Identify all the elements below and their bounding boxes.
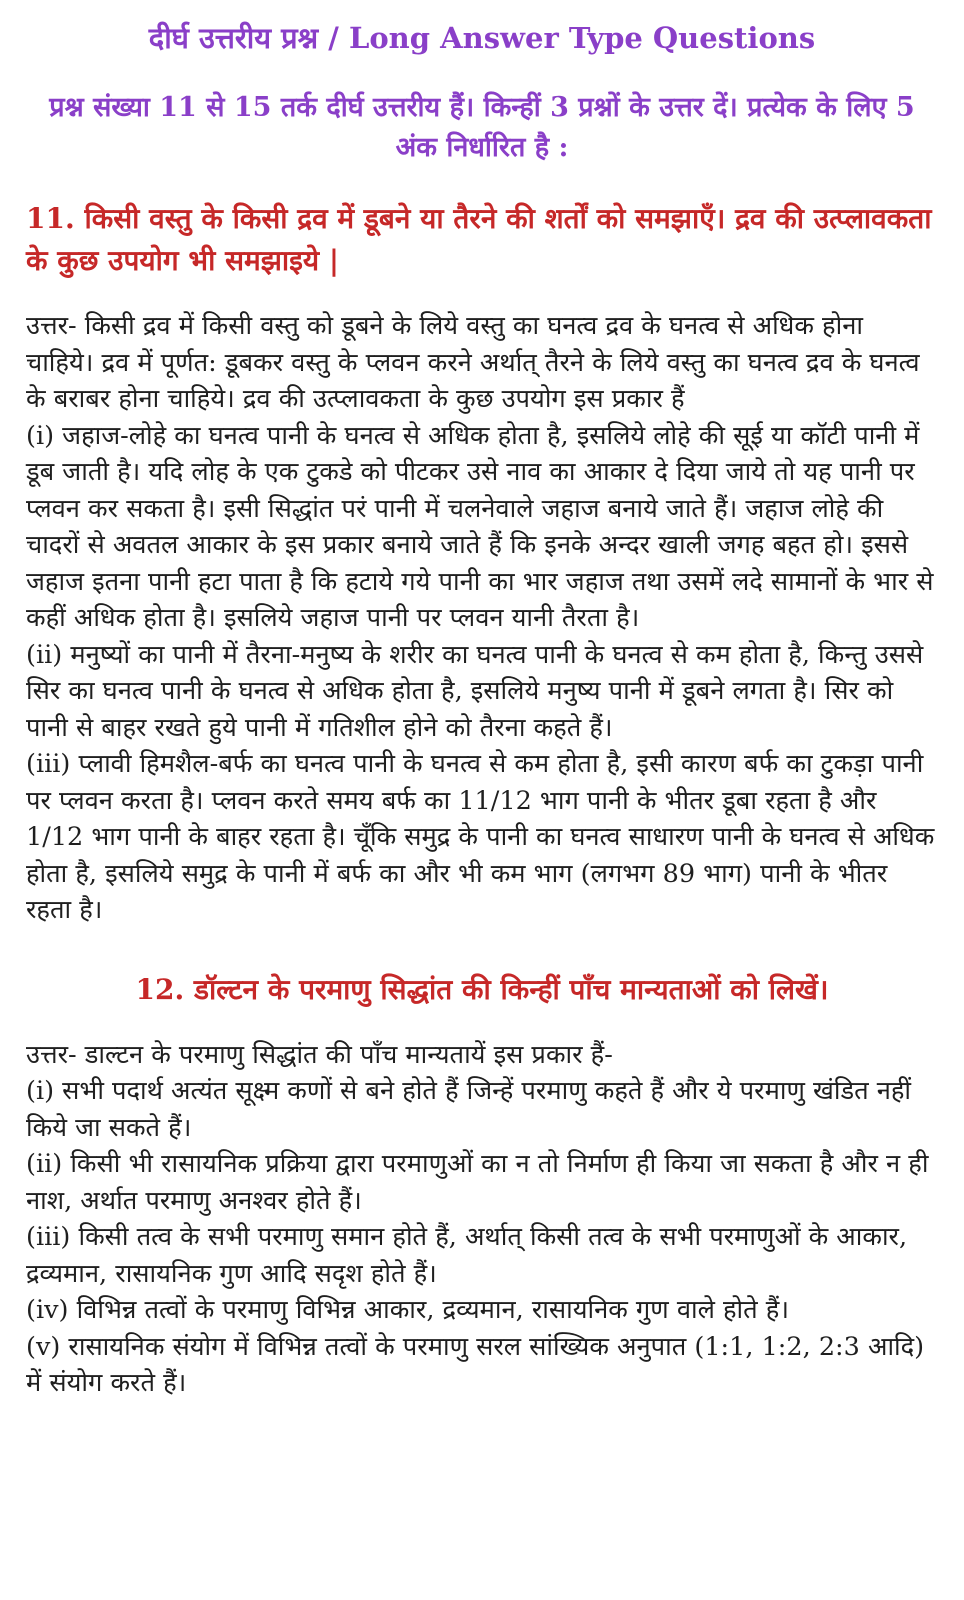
answer-12 xyxy=(26,1037,938,1402)
answer-paragraph: उत्तर- किसी द्रव में किसी वस्तु को डूबने के लिये वस्तु का घनत्व द्रव के घनत्व से अधिक होना चाहिये। द्रव में पूर्णत: डूबकर वस्तु के प्लवन करने अर्थात् तैरने के लिये वस्तु का घनत्व द्रव के घनत्व के बराबर होना चाहिये। द्रव की उत्प्लावकता के कुछ उपयोग इस प्रकार हैं xyxy=(26,311,920,414)
answer-paragraph: (i) जहाज-लोहे का घनत्व पानी के घनत्व से अधिक होता है, इसलिये लोहे की सूई या कॉटी पानी में डूब जाती है। यदि लोह के एक टुकडे को पीटकर उसे नाव का आकार दे दिया जाये तो यह पानी पर प्लवन कर सकता है। इसी सिद्धांत परं पानी में चलनेवाले जहाज बनाये जाते हैं। जहाज लोहे की चादरों से अवतल आकार के इस प्रकार बनाये जाते हैं कि इनके अन्दर खाली जगह बहत हो। इससे जहाज इतना पानी हटा पाता है कि हटाये गये पानी का भार जहाज तथा उसमें लदे सामानों के भार से कहीं अधिक होता है। इसलिये जहाज पानी पर प्लवन यानी तैरता है। xyxy=(26,420,934,633)
section-title: दीर्घ उत्तरीय प्रश्न / Long Answer Type Questions xyxy=(148,21,816,55)
answer-paragraph: (ii) मनुष्यों का पानी में तैरना-मनुष्य के शरीर का घनत्व पानी के घनत्व से कम होता है, किन्तु उससे सिर का घनत्व पानी के घनत्व से अधिक होता है, इसलिये मनुष्य पानी में डूबने लगता है। सिर को पानी से बाहर रखते हुये पानी में गतिशील होने को तैरना कहते हैं। xyxy=(26,639,924,743)
answer-paragraph: (ii) किसी भी रासायनिक प्रक्रिया द्वारा परमाणुओं का न तो निर्माण ही किया जा सकता है और न ही नाश, अर्थात परमाणु अनश्वर होते हैं। xyxy=(26,1149,929,1216)
instructions: प्रश्न संख्या 11 से 15 तर्क दीर्घ उत्तरीय हैं। किन्हीं 3 प्रश्नों के उत्तर दें। प्रत्येक के लिए 5 अंक निर्धारित है : xyxy=(49,92,915,163)
answer-paragraph: उत्तर- डाल्टन के परमाणु सिद्धांत की पाँच मान्यतायें इस प्रकार हैं- xyxy=(26,1039,613,1070)
answer-paragraph: (i) सभी पदार्थ अत्यंत सूक्ष्म कणों से बने होते हैं जिन्हें परमाणु कहते हैं और ये परमाणु खंडित नहीं किये जा सकते हैं। xyxy=(26,1076,912,1143)
answer-paragraph: (v) रासायनिक संयोग में विभिन्न तत्वों के परमाणु सरल सांख्यिक अनुपात (1:1, 1:2, 2:3 आदि) में संयोग करते हैं। xyxy=(26,1331,925,1398)
question-12: 12. डॉल्टन के परमाणु सिद्धांत की किन्हीं पाँच मान्यताओं को लिखें। xyxy=(135,972,829,1006)
answer-paragraph: (iv) विभिन्न तत्वों के परमाणु विभिन्न आकार, द्रव्यमान, रासायनिक गुण वाले होते हैं। xyxy=(26,1295,789,1325)
answer-paragraph: (iii) प्लावी हिमशैल-बर्फ का घनत्व पानी के घनत्व से कम होता है, इसी कारण बर्फ का टुकड़ा पानी पर प्लवन करता है। प्लवन करते समय बर्फ का 11/12 भाग पानी के भीतर डूबा रहता है और 1/12 भाग पानी के बाहर रहता है। चूँकि समुद्र के पानी का घनत्व साधारण पानी के घनत्व से अधिक होता है, इसलिये समुद्र के पानी में बर्फ का और भी कम भाग (लगभग 89 भाग) पानी के भीतर रहता है। xyxy=(26,749,935,925)
answer-11 xyxy=(26,308,938,929)
answer-paragraph: (iii) किसी तत्व के सभी परमाणु समान होते हैं, अर्थात् किसी तत्व के सभी परमाणुओं के आकार, द्रव्यमान, रासायनिक गुण आदि सदृश होते हैं। xyxy=(26,1222,908,1289)
question-11: 11. किसी वस्तु के किसी द्रव में डूबने या तैरने की शर्तों को समझाएँ। द्रव की उत्प्लावकता के कुछ उपयोग भी समझाइये | xyxy=(26,202,932,277)
